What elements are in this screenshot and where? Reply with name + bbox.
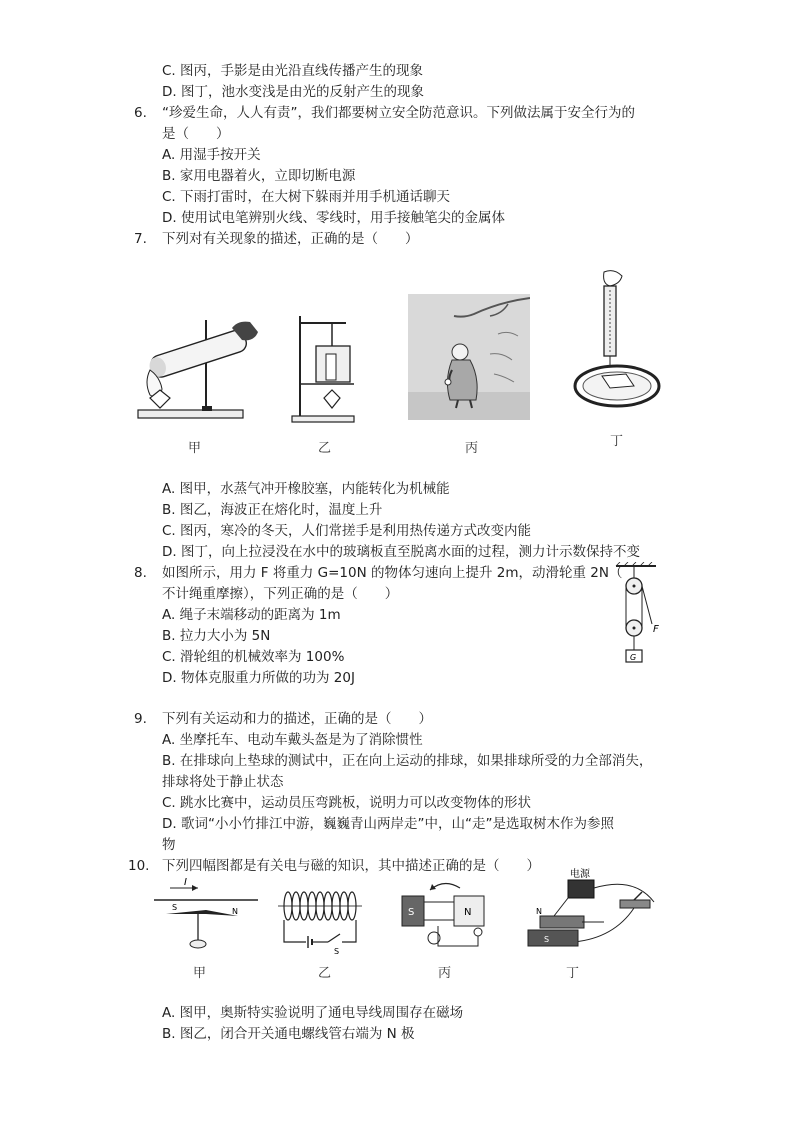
q10-figure-ding [524,866,664,960]
q6-option-c: C. 下雨打雷时，在大树下躲雨并用手机通话聊天 [162,189,451,205]
q10-figure-jia [148,876,264,956]
q10-caption-yi: 乙 [318,966,332,981]
q8-option-a: A. 绳子末端移动的距离为 1m [162,607,341,623]
q10-fig-power: 电源 [570,869,590,880]
q7-option-b: B. 图乙，海波正在熔化时，温度上升 [162,502,383,518]
q10-fig-bing-N: N [464,907,472,918]
q10-fig-label-I: I [184,877,187,888]
q9-option-a: A. 坐摩托车、电动车戴头盔是为了消除惯性 [162,732,423,748]
q10-fig-yi-S: S [334,947,340,956]
q7-option-a: A. 图甲，水蒸气冲开橡胶塞，内能转化为机械能 [162,481,450,497]
q7-option-c: C. 图丙，寒冷的冬天，人们常搓手是利用热传递方式改变内能 [162,523,532,539]
q10-caption-ding: 丁 [566,966,580,981]
q7-option-d: D. 图丁，向上拉浸没在水中的玻璃板直至脱离水面的过程，测力计示数保持不变 [162,544,640,560]
q9-option-b-line2: 排球将处于静止状态 [162,774,284,790]
q10-figure-bing [398,876,490,960]
q6-stem-line2: 是（ ） [162,126,230,142]
q9-option-c: C. 跳水比赛中，运动员压弯跳板，说明力可以改变物体的形状 [162,795,532,811]
q10-fig-jia-S: S [172,903,178,912]
q6-stem-line1: “珍爱生命，人人有责”，我们都要树立安全防范意识。下列做法属于安全行为的 [162,105,635,121]
q7-figure-bing [408,294,530,420]
q8-option-b: B. 拉力大小为 5N [162,628,271,644]
q8-fig-label-F: F [653,624,659,635]
q8-option-c: C. 滑轮组的机械效率为 100% [162,649,345,665]
q7-stem: 下列对有关现象的描述，正确的是（ ） [162,231,419,247]
q10-caption-jia: 甲 [193,966,207,981]
q7-caption-ding: 丁 [610,434,624,449]
q10-fig-jia-N: N [232,907,238,916]
q8-stem-line2: 不计绳重摩擦），下列正确的是（ ） [162,586,399,602]
q9-number: 9. [134,711,147,727]
q8-stem-line1: 如图所示，用力 F 将重力 G=10N 的物体匀速向上提升 2m，动滑轮重 2N（ [162,565,623,581]
q5-option-c: C. 图丙，手影是由光沿直线传播产生的现象 [162,63,424,79]
q6-option-a: A. 用湿手按开关 [162,147,261,163]
q7-number: 7. [134,231,147,247]
q7-caption-jia: 甲 [188,441,202,456]
q8-number: 8. [134,565,147,581]
q6-option-b: B. 家用电器着火，立即切断电源 [162,168,356,184]
q10-fig-ding-N: N [536,907,542,916]
q10-option-a: A. 图甲，奥斯特实验说明了通电导线周围存在磁场 [162,1005,464,1021]
q7-figure-yi [290,308,370,428]
q7-caption-bing: 丙 [465,441,479,456]
q6-option-d: D. 使用试电笔辨别火线、零线时，用手接触笔尖的金属体 [162,210,505,226]
q10-number: 10. [128,858,150,874]
q8-option-d: D. 物体克服重力所做的功为 20J [162,670,355,686]
q10-figure-yi [272,882,368,958]
q8-pulley-figure [612,562,662,668]
q9-option-d-line2: 物 [162,837,176,853]
q10-caption-bing: 丙 [438,966,452,981]
q6-number: 6. [134,105,147,121]
q9-option-b-line1: B. 在排球向上垫球的测试中，正在向上运动的排球，如果排球所受的力全部消失， [162,753,653,769]
q10-fig-bing-S: S [408,907,415,918]
q9-stem: 下列有关运动和力的描述，正确的是（ ） [162,711,432,727]
q7-figure-jia [128,310,268,425]
q10-stem: 下列四幅图都是有关电与磁的知识，其中描述正确的是（ ） [162,858,540,874]
q7-caption-yi: 乙 [318,441,332,456]
q8-fig-label-G: G [630,653,637,662]
q10-fig-ding-S: S [544,935,550,944]
q7-figure-ding [572,268,662,424]
q9-option-d-line1: D. 歌词“小小竹排江中游，巍巍青山两岸走”中，山“走”是选取树木作为参照 [162,816,614,832]
q10-option-b: B. 图乙，闭合开关通电螺线管右端为 N 极 [162,1026,415,1042]
q5-option-d: D. 图丁，池水变浅是由光的反射产生的现象 [162,84,424,100]
